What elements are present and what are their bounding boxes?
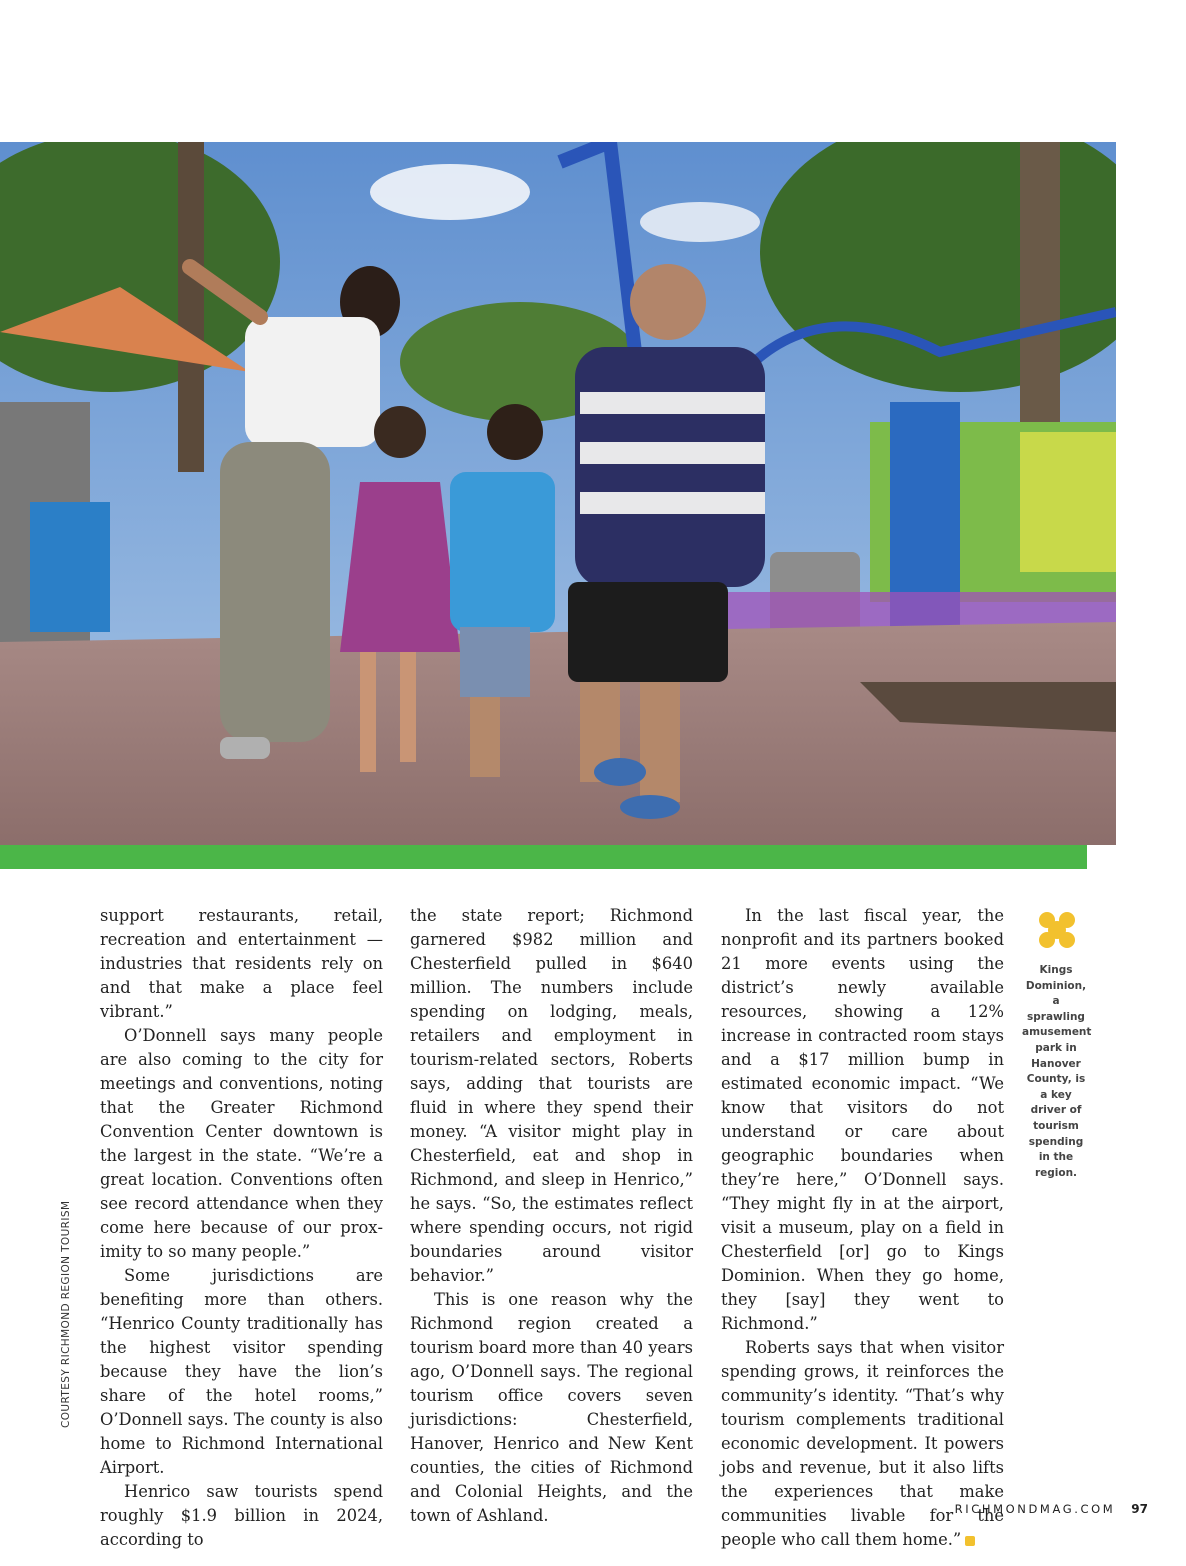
- photo-credit: COURTESY RICHMOND REGION TOURISM: [60, 1200, 72, 1428]
- paragraph-final: [721, 1336, 1004, 1552]
- paragraph: O’Donnell says many people are also coming to the city for meetings and conventions, noting that the Greater Richmond Convention Center downtown is the largest in the state. “We’re a great location. Conventions often see record attendance when they come here because of our proximity to so many people.”: [100, 1026, 383, 1261]
- paragraph: Henrico saw tourists spend roughly $1.9 billion in 2024, according to: [100, 1482, 383, 1549]
- paragraph: support restaurants, retail, recreation and entertainment — industries that residents rely on and that make a place feel vibrant.”: [100, 906, 383, 1021]
- article-column-2: [410, 904, 693, 1528]
- site-url: RICHMONDMAG.COM: [954, 1502, 1116, 1516]
- paragraph-text: Roberts says that when visitor spending grows, it reinforces the community’s identity. “That’s why tourism complements traditional economic development. It powers jobs and revenue, but it also lifts the experiences that make communities livable for the people who call them home.”: [721, 1338, 1004, 1549]
- article-column-3: [721, 904, 1004, 1552]
- photo-caption: Kings Dominion, a sprawling amusement park in Hanover County, is a key driver of tourism spending in the region.: [1022, 964, 1092, 1179]
- paragraph: the state report; Richmond garnered $982 million and Chesterfield pulled in $640 million. The numbers include spending on lodging, meals, retailers and employment in tourism-related sectors, Roberts says, adding that tourists are fluid in where they spend their money. “A visitor might play in Chesterfield, eat and shop in Richmond, and sleep in Henrico,” he says. “So, the estimates reflect where spending occurs, not rigid boundaries around visitor behavior.”: [410, 906, 693, 1285]
- page-number: 97: [1131, 1502, 1148, 1516]
- accent-bar: [0, 845, 1087, 869]
- x-mark-icon: [1038, 911, 1076, 949]
- hero-photo: [0, 142, 1116, 845]
- page-footer: [955, 1502, 1148, 1516]
- paragraph: Some jurisdictions are benefiting more than others. “Henrico County traditionally has the highest visitor spending because they have the lion’s share of the hotel rooms,” O’Donnell says. The county is also home to Richmond International Airport.: [100, 1266, 383, 1477]
- paragraph: In the last fiscal year, the nonprofit and its partners booked 21 more events using the district’s newly available resources, showing a 12% increase in contracted room stays and a $17 million bump in estimated economic impact. “We know that visitors do not understand or care about geographic boundaries when they’re here,” O’Donnell says. “They might fly in at the airport, visit a museum, play on a field in Chesterfield [or] go to Kings Dominion. When they go home, they [say] they went to Richmond.”: [721, 906, 1004, 1333]
- end-mark-icon: [965, 1536, 975, 1546]
- article-column-1: [100, 904, 383, 1552]
- paragraph: This is one reason why the Richmond region created a tourism board more than 40 years ago, O’Donnell says. The regional tourism office covers seven jurisdictions: Chesterfield, Hanover, Henrico and New Kent counties, the cities of Richmond and Colonial Heights, and the town of Ashland.: [410, 1290, 693, 1525]
